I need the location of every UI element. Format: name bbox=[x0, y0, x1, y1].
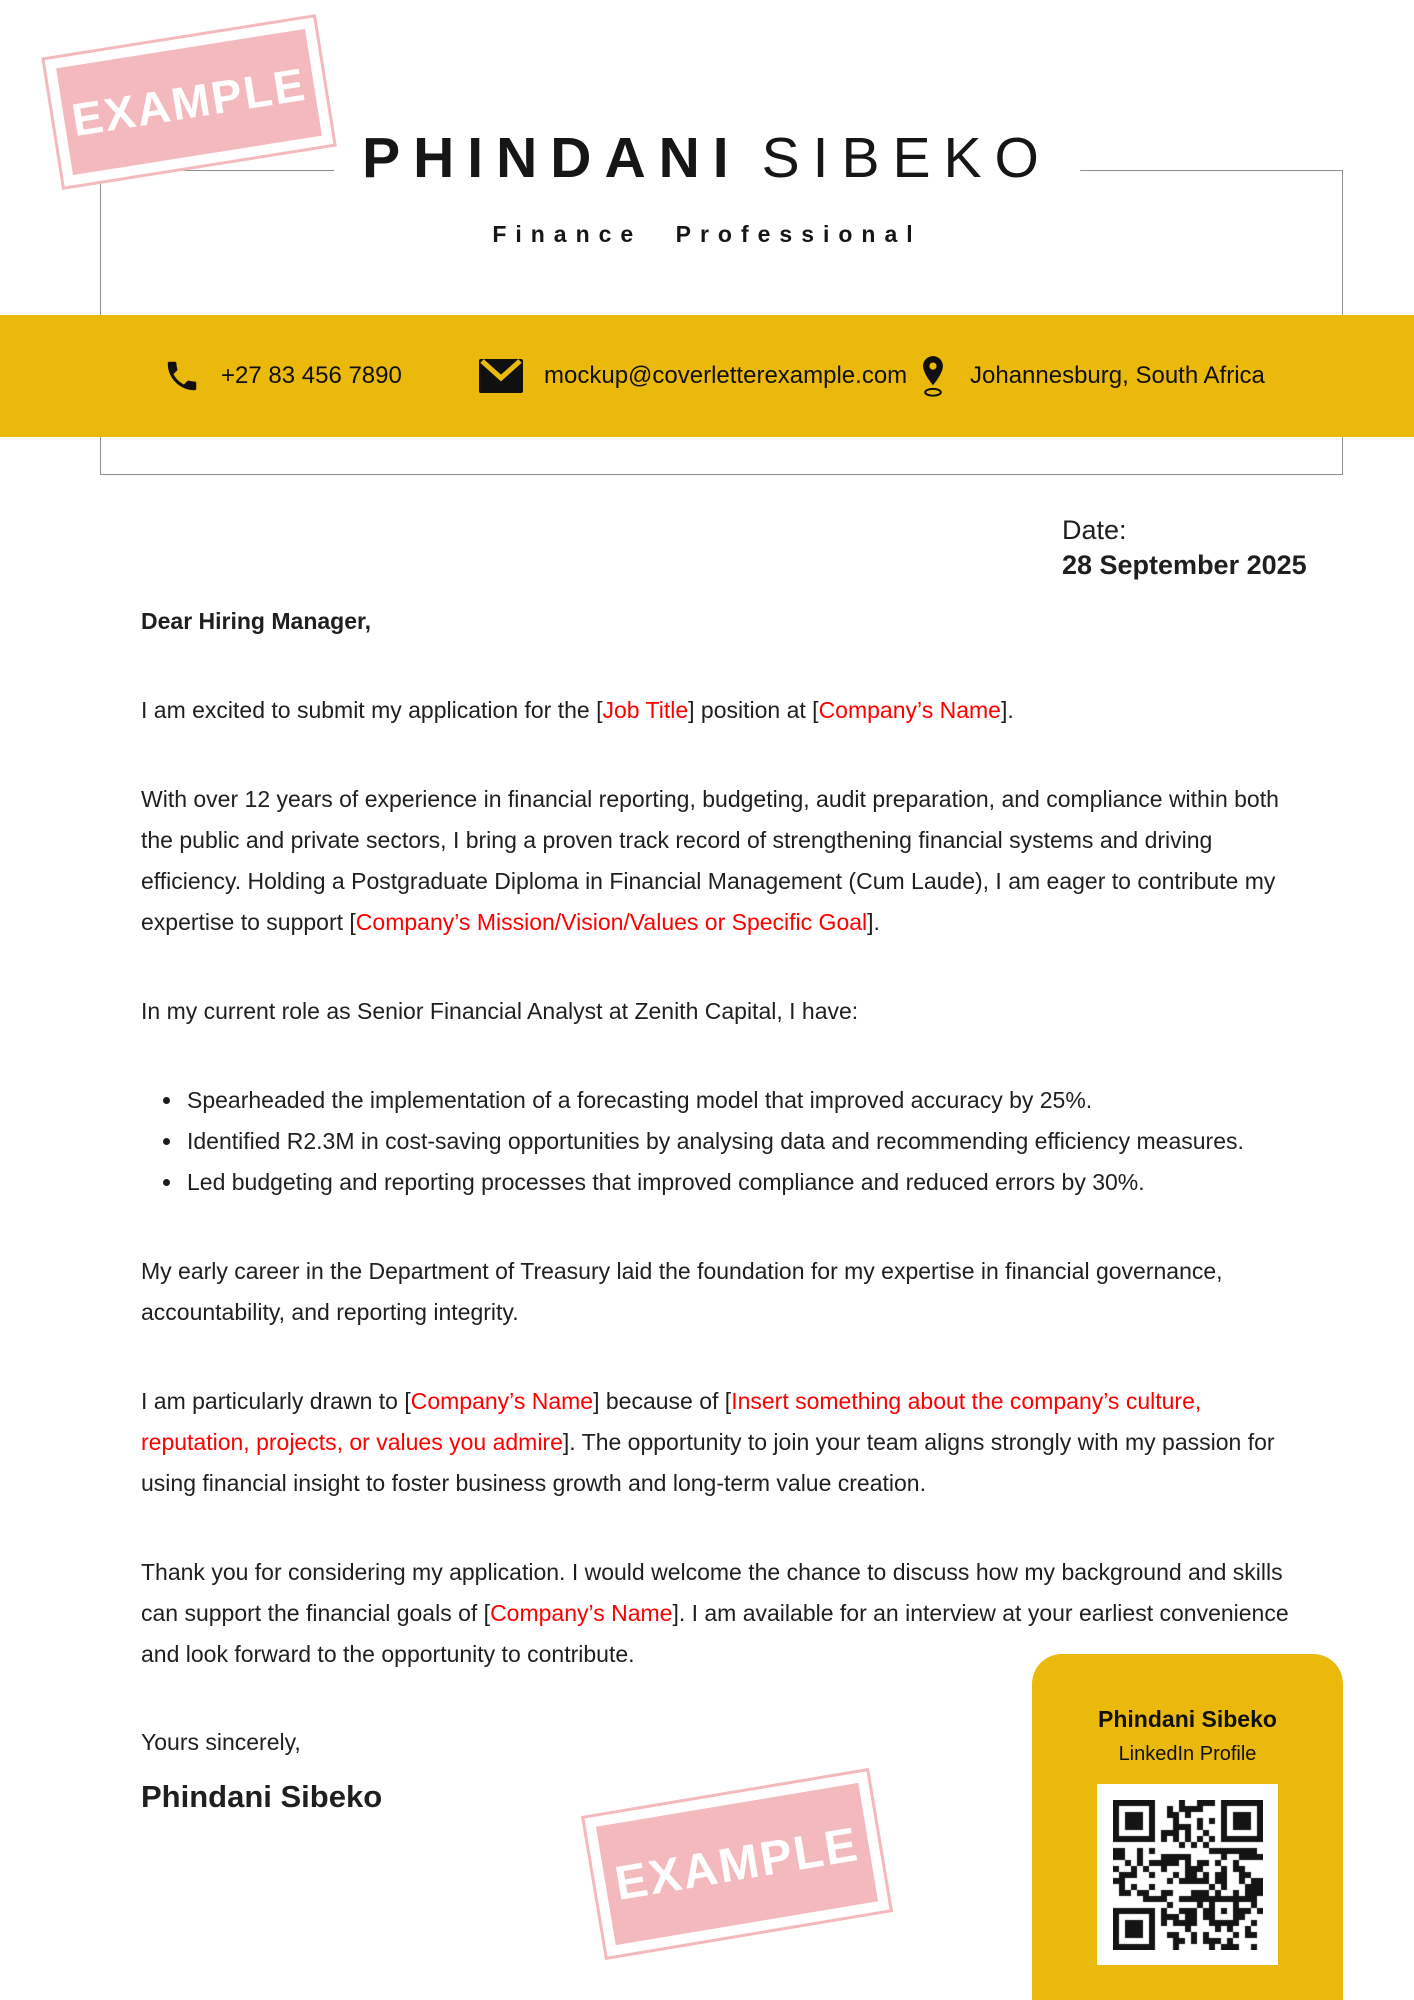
body-text: ] position at [ bbox=[688, 697, 819, 723]
header-name bbox=[334, 126, 1080, 190]
email-icon bbox=[478, 358, 524, 394]
body-text: Spearheaded the implementation of a forecasting model that improved accuracy by 25%. bbox=[187, 1087, 1093, 1113]
placeholder-text: Insert something about the company’s culture, reputation, projects, or values you admire bbox=[141, 1388, 1202, 1455]
body-text: Thank you for considering my application. I would welcome the chance to discuss how my background and skills can support the financial goals of [ bbox=[141, 1559, 1283, 1626]
signature-name: Phindani Sibeko bbox=[141, 1779, 383, 1814]
bullet-item bbox=[141, 1121, 1303, 1162]
linkedin-card-name: Phindani Sibeko bbox=[1098, 1706, 1277, 1732]
header-first-name: PHINDANI bbox=[362, 126, 742, 190]
body-text: With over 12 years of experience in financial reporting, budgeting, audit preparation, and compliance within both the public and private sectors, I bring a proven track record of strengthening financial systems and driving efficiency. Holding a Postgraduate Diploma in Financial Management (Cum Laude), I am eager to contribute my expertise to support [ bbox=[141, 786, 1279, 935]
location-text: Johannesburg, South Africa bbox=[970, 362, 1265, 389]
example-stamp-top-label: EXAMPLE bbox=[56, 29, 322, 175]
closing-block bbox=[141, 1722, 382, 1817]
email-item bbox=[478, 315, 907, 437]
body-text: I am particularly drawn to [ bbox=[141, 1388, 411, 1414]
body-text: ]. The opportunity to join your team aligns strongly with my passion for using financial insight to foster business growth and long-term value creation. bbox=[141, 1429, 1275, 1496]
date-label: Date: bbox=[1062, 515, 1127, 545]
body-text: Led budgeting and reporting processes that improved compliance and reduced errors by 30%. bbox=[187, 1169, 1145, 1195]
header-subtitle: Finance Professional bbox=[492, 221, 922, 247]
paragraph bbox=[141, 991, 1303, 1032]
linkedin-card bbox=[1032, 1654, 1343, 2000]
linkedin-qr-code bbox=[1097, 1784, 1278, 1965]
paragraph bbox=[141, 690, 1303, 731]
location-pin-icon bbox=[916, 353, 950, 399]
example-stamp-bottom bbox=[581, 1768, 893, 1960]
placeholder-text: Company’s Name bbox=[818, 697, 1001, 723]
bullet-item bbox=[141, 1080, 1303, 1121]
body-text: My early career in the Department of Treasury laid the foundation for my expertise in financial governance, accountability, and reporting integrity. bbox=[141, 1258, 1223, 1325]
placeholder-text: Company’s Mission/Vision/Values or Specific Goal bbox=[355, 909, 868, 935]
example-stamp-top bbox=[41, 14, 337, 190]
placeholder-text: Job Title bbox=[602, 697, 689, 723]
body-text: ]. I am available for an interview at your earliest convenience and look forward to the opportunity to contribute. bbox=[141, 1600, 1289, 1667]
body-text: I am excited to submit my application for the [ bbox=[141, 697, 603, 723]
closing-line: Yours sincerely, bbox=[141, 1729, 301, 1755]
email-address: mockup@coverletterexample.com bbox=[544, 362, 908, 389]
date-block bbox=[1062, 513, 1307, 582]
bullet-item bbox=[141, 1162, 1303, 1203]
paragraph bbox=[141, 1251, 1303, 1333]
phone-number: +27 83 456 7890 bbox=[221, 362, 402, 389]
placeholder-text: Company’s Name bbox=[410, 1388, 594, 1414]
example-stamp-bottom-label: EXAMPLE bbox=[596, 1783, 878, 1945]
qr-code-canvas bbox=[1113, 1800, 1263, 1950]
letter-paragraphs bbox=[141, 690, 1303, 1675]
date-value: 28 September 2025 bbox=[1062, 550, 1307, 580]
phone-item bbox=[163, 315, 402, 437]
body-text: ] because of [ bbox=[593, 1388, 732, 1414]
bullet-list bbox=[141, 1080, 1303, 1203]
phone-icon bbox=[163, 357, 201, 395]
body-text: ]. bbox=[1000, 697, 1014, 723]
body-text: ]. bbox=[867, 909, 880, 935]
location-item bbox=[916, 315, 1265, 437]
header-last-name: SIBEKO bbox=[761, 126, 1052, 190]
contact-bar bbox=[0, 315, 1414, 437]
linkedin-card-label: LinkedIn Profile bbox=[1118, 1743, 1257, 1765]
body-text: Identified R2.3M in cost-saving opportunities by analysing data and recommending efficiency measures. bbox=[187, 1128, 1244, 1154]
salutation: Dear Hiring Manager, bbox=[141, 608, 372, 634]
body-text: In my current role as Senior Financial Analyst at Zenith Capital, I have: bbox=[141, 998, 859, 1024]
letter-body bbox=[141, 601, 1303, 1723]
paragraph bbox=[141, 1381, 1303, 1504]
placeholder-text: Company’s Name bbox=[490, 1600, 673, 1626]
paragraph bbox=[141, 779, 1303, 943]
